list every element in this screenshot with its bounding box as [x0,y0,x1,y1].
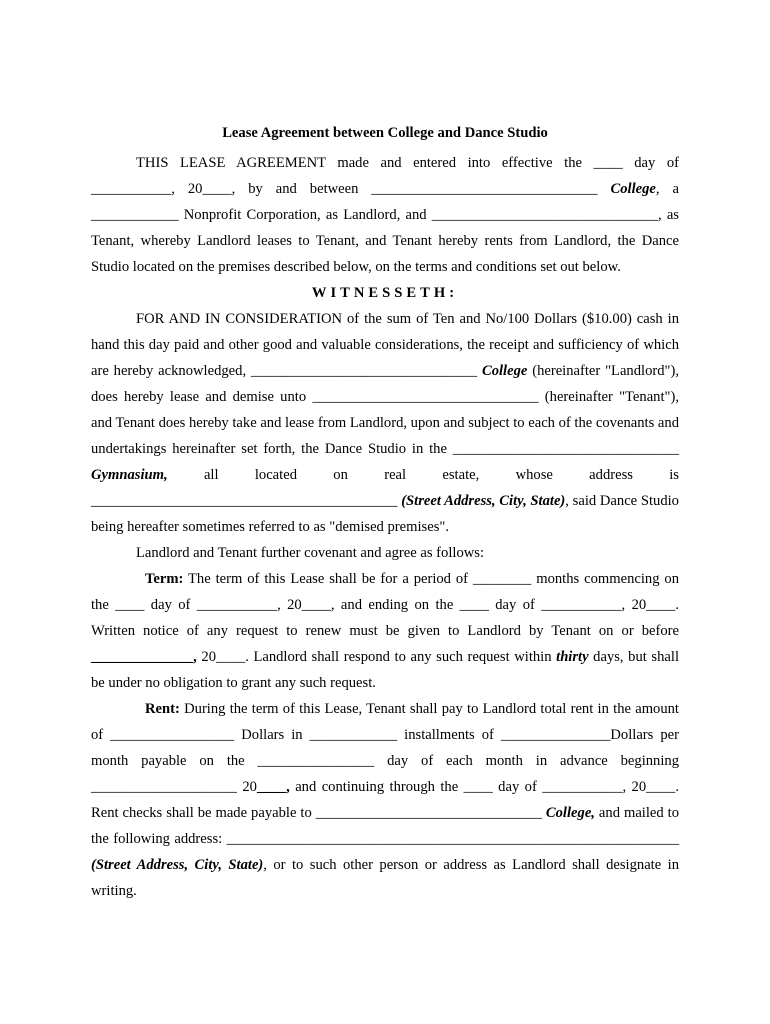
term-text-a: The term of this Lease shall be for a period of ________ months commencing on the ____ day of ___________, 20____, and ending on the ____ day of ___________, 20____. Written notice of any request to renew must be given to Landlord by Tenant on or before [91,571,679,639]
intro-paragraph [91,150,679,280]
term-text-c: days, but shall be under no obligation to grant any such request. [91,649,679,691]
address-label: (Street Address, City, State) [91,857,264,873]
rent-year-blank: ____, [256,779,290,795]
document-page [91,118,679,904]
intro-text-a: THIS LEASE AGREEMENT made and entered into effective the ____ day of ___________, 20____, by and between _______________________________ [91,155,679,197]
consideration-paragraph [91,306,679,540]
renewal-blank: ______________, [91,649,197,665]
college-label: College [610,181,656,197]
consideration-text-d: , said Dance Studio being hereafter sometimes referred to as "demised premises". [91,493,679,535]
gymnasium-label: Gymnasium, [91,467,168,483]
consideration-text-b: (hereinafter "Landlord"), does hereby lease and demise unto _______________________________ (hereinafter "Tenant"), and Tenant does hereby take and lease from Landlord, upon and subject to each of the covenants and undertakings hereinafter set forth, the Dance Studio in the _______________________________ [91,363,679,457]
term-text-b: 20____. Landlord shall respond to any such request within [196,649,557,665]
college-label: College [481,363,528,379]
rent-text-b: and continuing through the ____ day of ___________, 20____. Rent checks shall be made payable to _______________________________ [91,779,679,821]
document-title: Lease Agreement between College and Dance Studio [222,125,548,141]
rent-text-d: , or to such other person or address as Landlord shall designate in writing. [91,857,680,899]
covenant-paragraph: Landlord and Tenant further covenant and agree as follows: [136,545,485,561]
rent-text-a: During the term of this Lease, Tenant shall pay to Landlord total rent in the amount of _________________ Dollars in ____________ installments of _______________Dollars per month payable on the ________________ day of each month in advance beginning ____________________ 20 [91,701,679,795]
consideration-text-c: all located on real estate, whose address is __________________________________________ [91,467,679,509]
rent-paragraph [91,696,679,904]
rent-label: Rent: [145,701,180,717]
intro-text-b: , a ____________ Nonprofit Corporation, as Landlord, and _______________________________, as Tenant, whereby Landlord leases to Tenant, and Tenant hereby rents from Landlord, the Dance Studio located on the premises described below, on the terms and conditions set out below. [91,181,679,275]
term-paragraph [91,566,679,696]
address-label: (Street Address, City, State) [401,493,566,509]
term-label: Term: [145,571,184,587]
college-label: College, [545,805,595,821]
consideration-text-a: FOR AND IN CONSIDERATION of the sum of Ten and No/100 Dollars ($10.00) cash in hand this day paid and other good and valuable considerations, the receipt and sufficiency of which are hereby acknowledged, _______________________________ [91,311,679,379]
thirty-label: thirty [556,649,589,665]
witnesseth-heading: WITNESSETH: [311,285,459,301]
rent-text-c: and mailed to the following address: ______________________________________________________________ [91,805,679,847]
